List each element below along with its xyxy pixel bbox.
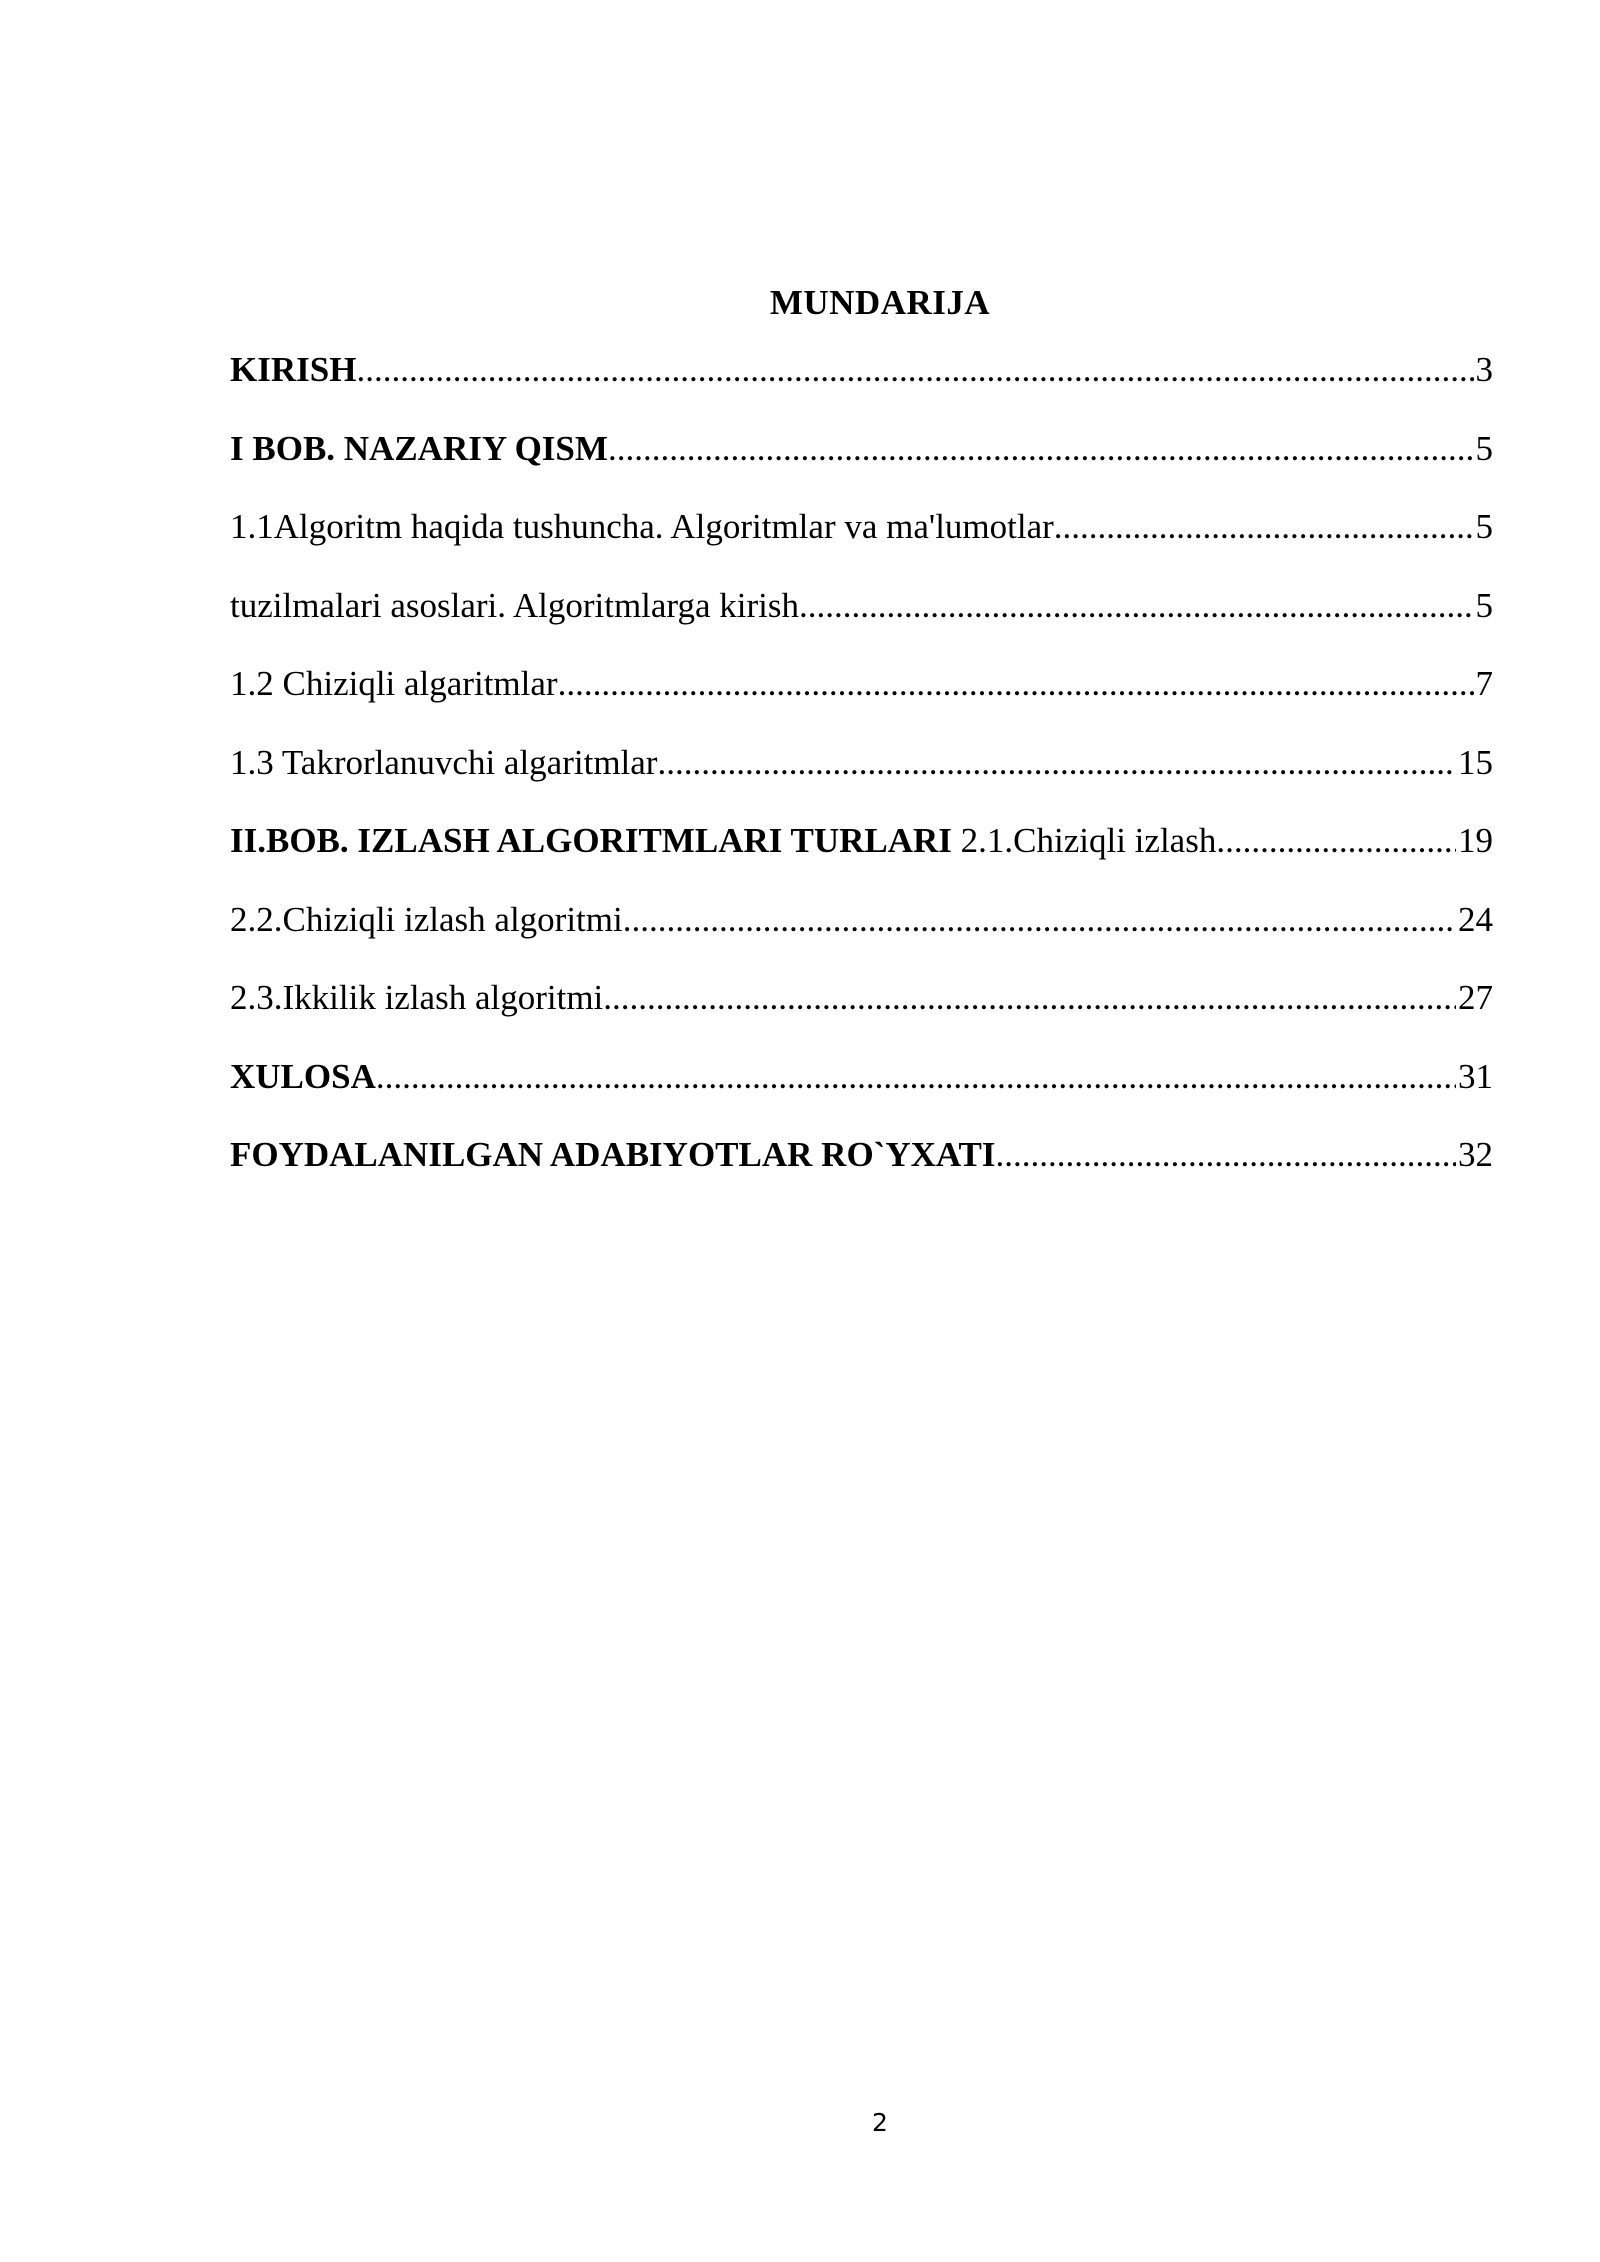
toc-entry-bold-text: FOYDALANILGAN ADABIYOTLAR RO`YXATI xyxy=(230,1135,996,1174)
toc-entry-label xyxy=(230,348,356,392)
toc-entry-page: 3 xyxy=(1475,350,1493,389)
toc-entry-page: 5 xyxy=(1475,507,1493,546)
toc-entry-adabiyotlar[interactable] xyxy=(230,1133,1493,1212)
dot-leader xyxy=(799,584,1474,628)
table-of-contents xyxy=(230,348,1493,1212)
toc-entry-page: 19 xyxy=(1458,821,1493,860)
toc-entry-kirish[interactable] xyxy=(230,348,1493,427)
page-title: MUNDARIJA xyxy=(769,283,991,322)
dot-leader xyxy=(376,1055,1456,1099)
toc-entry-page: 32 xyxy=(1458,1135,1493,1174)
dot-leader xyxy=(623,898,1456,942)
toc-entry-page: 15 xyxy=(1458,742,1493,782)
toc-entry-label xyxy=(230,1055,376,1099)
toc-entry-bold-text: XULOSA xyxy=(230,1056,376,1096)
dot-leader xyxy=(608,427,1474,471)
toc-entry-label xyxy=(230,1133,996,1177)
toc-entry-label xyxy=(230,505,1054,549)
toc-entry-page: 24 xyxy=(1458,899,1493,939)
toc-entry-text: 2.3.Ikkilik izlash algoritmi xyxy=(230,978,604,1017)
toc-entry-page: 5 xyxy=(1475,428,1493,468)
dot-leader xyxy=(603,976,1456,1020)
toc-entry-text: 1.2 Chiziqli algaritmlar xyxy=(230,664,558,703)
toc-entry-page: 31 xyxy=(1458,1056,1493,1096)
toc-entry-text: 2.1.Chiziqli izlash xyxy=(951,821,1217,860)
toc-entry-label xyxy=(230,427,608,471)
toc-entry-label xyxy=(230,741,657,785)
dot-leader xyxy=(558,662,1474,706)
toc-entry-1-1[interactable] xyxy=(230,505,1493,584)
dot-leader xyxy=(1054,505,1474,549)
toc-entry-1-2[interactable] xyxy=(230,662,1493,741)
toc-entry-2-3[interactable] xyxy=(230,976,1493,1055)
toc-entry-bold-text: I BOB. NAZARIY QISM xyxy=(230,428,608,468)
toc-entry-text: tuzilmalari asoslari. Algoritmlarga kirish xyxy=(230,585,799,625)
toc-entry-1-1-continued[interactable] xyxy=(230,584,1493,663)
toc-entry-label xyxy=(230,898,623,942)
toc-entry-label xyxy=(230,976,603,1020)
toc-entry-text: 1.1Algoritm haqida tushuncha. Algoritmlar va ma'lumotlar xyxy=(230,507,1054,546)
dot-leader xyxy=(657,741,1456,785)
toc-entry-bold-text: II.BOB. IZLASH ALGORITMLARI TURLARI xyxy=(230,821,952,860)
toc-entry-bold-text: KIRISH xyxy=(230,350,357,389)
toc-entry-label xyxy=(230,819,1216,863)
toc-entry-2-2[interactable] xyxy=(230,898,1493,977)
toc-entry-1-3[interactable] xyxy=(230,741,1493,820)
toc-entry-label xyxy=(230,662,558,706)
dot-leader xyxy=(996,1133,1456,1177)
dot-leader xyxy=(356,348,1473,392)
toc-entry-page: 5 xyxy=(1475,585,1493,625)
dot-leader xyxy=(1216,819,1456,863)
toc-entry-label xyxy=(230,584,799,628)
toc-entry-nazariy-qism[interactable] xyxy=(230,427,1493,506)
toc-entry-page: 27 xyxy=(1458,978,1493,1017)
toc-entry-text: 2.2.Chiziqli izlash algoritmi xyxy=(230,899,623,939)
toc-entry-xulosa[interactable] xyxy=(230,1055,1493,1134)
toc-entry-page: 7 xyxy=(1475,664,1493,703)
toc-entry-ii-bob[interactable] xyxy=(230,819,1493,898)
toc-entry-text: 1.3 Takrorlanuvchi algaritmlar xyxy=(230,742,658,782)
page-number: 2 xyxy=(872,2108,888,2137)
